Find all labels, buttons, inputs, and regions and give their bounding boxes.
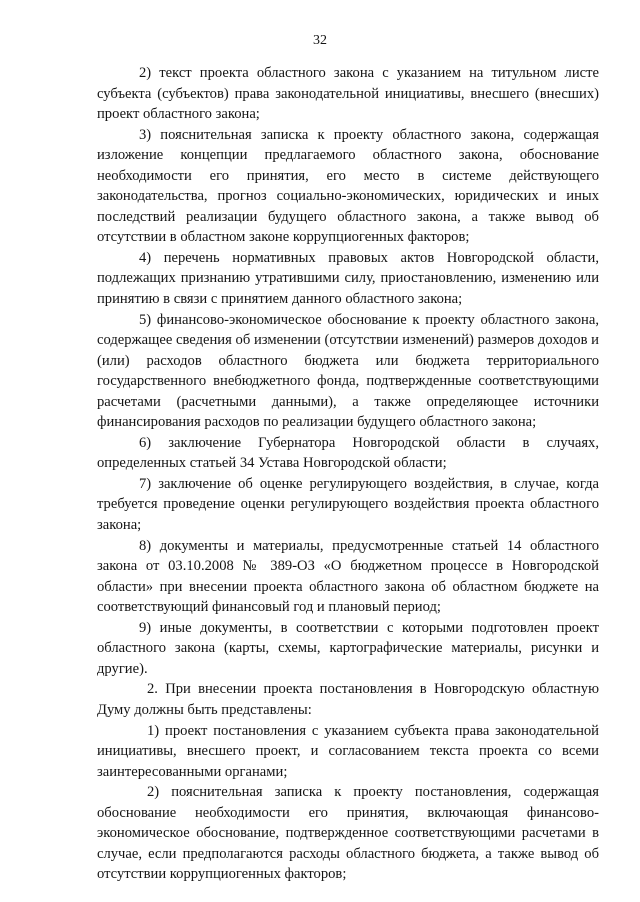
paragraph-item-7-regulatory-impact: 7) заключение об оценке регулирующего воздействия, в случае, когда требуется проведение оценки регулирующего воздействия проекта областного закона; xyxy=(97,475,599,534)
paragraph-item-2-law-text: 2) текст проекта областного закона с указанием на титульном листе субъекта (субъектов) права законодательной инициативы, внесшего (внесших) проект областного закона; xyxy=(97,65,599,123)
paragraph-item-6-governor-conclusion: 6) заключение Губернатора Новгородской области в случаях, определенных статьей 34 Устава Новгородской области; xyxy=(97,434,599,472)
paragraph-resolution-item-2: 2) пояснительная записка к проекту постановления, содержащая обоснование необходимости его принятия, включающая финансово-экономическое обоснование, подтвержденное соответствующими расчетами в случае, если предполагаются расходы областного бюджета, а также вывод об отсутствии коррупциогенных факторов; xyxy=(97,784,599,883)
paragraph-item-5-financial-justification: 5) финансово-экономическое обоснование к проекту областного закона, содержащее сведения об изменении (отсутствии изменений) размеров доходов и (или) расходов областного бюджета или бюджета территориального государственного внебюджетного фонда, подтвержденные соответствующими расчетами (расчетными данными), а также определяющее источники финансирования расходов по реализации будущего областного закона; xyxy=(97,311,599,431)
paragraph-section-2-resolution: 2. При внесении проекта постановления в Новгородскую областную Думу должны быть представлены: xyxy=(97,681,599,718)
paragraph-item-3-explanatory-note: 3) пояснительная записка к проекту областного закона, содержащая изложение концепции предлагаемого областного закона, обоснование необходимости его принятия, его место в системе действующего законодательства, прогноз социально-экономических, юридических и иных последствий реализации будущего областного закона, а также вывод об отсутствии в областном законе коррупциогенных факторов; xyxy=(97,126,599,246)
paragraph-item-8-budget-documents: 8) документы и материалы, предусмотренные статьей 14 областного закона от 03.10.2008 № 389-ОЗ «О бюджетном процессе в Новгородской области» при внесении проекта областного закона об областном бюджете на соответствующий финансовый год и плановый период; xyxy=(97,537,599,616)
document-body xyxy=(97,63,599,885)
paragraph-item-9-other-documents: 9) иные документы, в соответствии с которыми подготовлен проект областного закона (карты, схемы, картографические материалы, рисунки и другие). xyxy=(97,619,599,677)
paragraph-item-4-list-of-acts: 4) перечень нормативных правовых актов Новгородской области, подлежащих признанию утратившими силу, приостановлению, изменению или принятию в связи с принятием данного областного закона; xyxy=(97,249,599,308)
paragraph-resolution-item-1: 1) проект постановления с указанием субъекта права законодательной инициативы, внесшего проект, и согласованием текста проекта со всеми заинтересованными органами; xyxy=(97,722,599,780)
page-number: 32 xyxy=(313,33,327,48)
